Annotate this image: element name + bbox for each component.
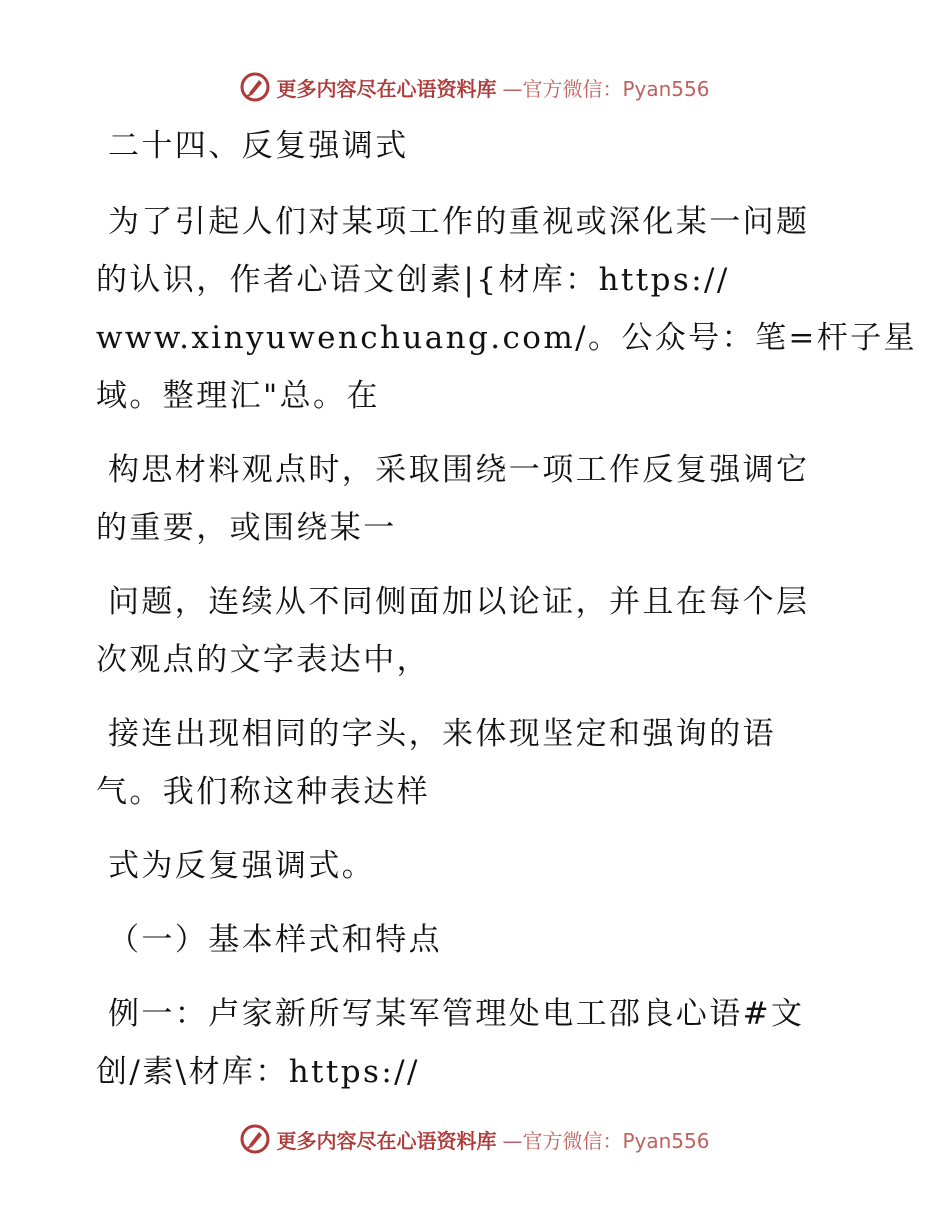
text-line: 的认识，作者心语文创素|{材库：https://	[96, 262, 730, 298]
text-line: 接连出现相同的字头，来体现坚定和强询的语	[108, 716, 776, 752]
text-line: 气。我们称这种表达样	[96, 774, 430, 810]
pen-logo-icon	[240, 72, 270, 102]
header-banner	[0, 72, 950, 102]
text-line: 为了引起人们对某项工作的重视或深化某一问题	[108, 204, 810, 240]
text-line: 域。整理汇"总。在	[96, 378, 380, 414]
pen-logo-icon	[240, 1124, 270, 1154]
footer-banner	[0, 1124, 950, 1154]
text-line: 问题，连续从不同侧面加以论证，并且在每个层	[108, 584, 810, 620]
text-line: www.xinyuwenchuang.com/。公众号：笔=杆子星	[96, 320, 917, 356]
text-line: 构思材料观点时，采取围绕一项工作反复强调它	[108, 452, 810, 488]
text-line: 次观点的文字表达中，	[96, 642, 430, 678]
banner-bold-text: 更多内容尽在心语资料库	[276, 76, 497, 101]
text-line: 的重要，或围绕某一	[96, 510, 397, 546]
text-line: 式为反复强调式。	[108, 848, 376, 884]
text-line: 创/素\材库：https://	[96, 1054, 420, 1090]
subsection-heading: （一）基本样式和特点	[108, 922, 442, 958]
banner-bold-text: 更多内容尽在心语资料库	[276, 1128, 497, 1153]
section-heading: 二十四、反复强调式	[108, 128, 409, 164]
banner-plain-text: —官方微信：Pyan556	[502, 1128, 710, 1153]
banner-plain-text: —官方微信：Pyan556	[502, 76, 710, 101]
text-line: 例一：卢家新所写某军管理处电工邵良心语#文	[108, 996, 805, 1032]
